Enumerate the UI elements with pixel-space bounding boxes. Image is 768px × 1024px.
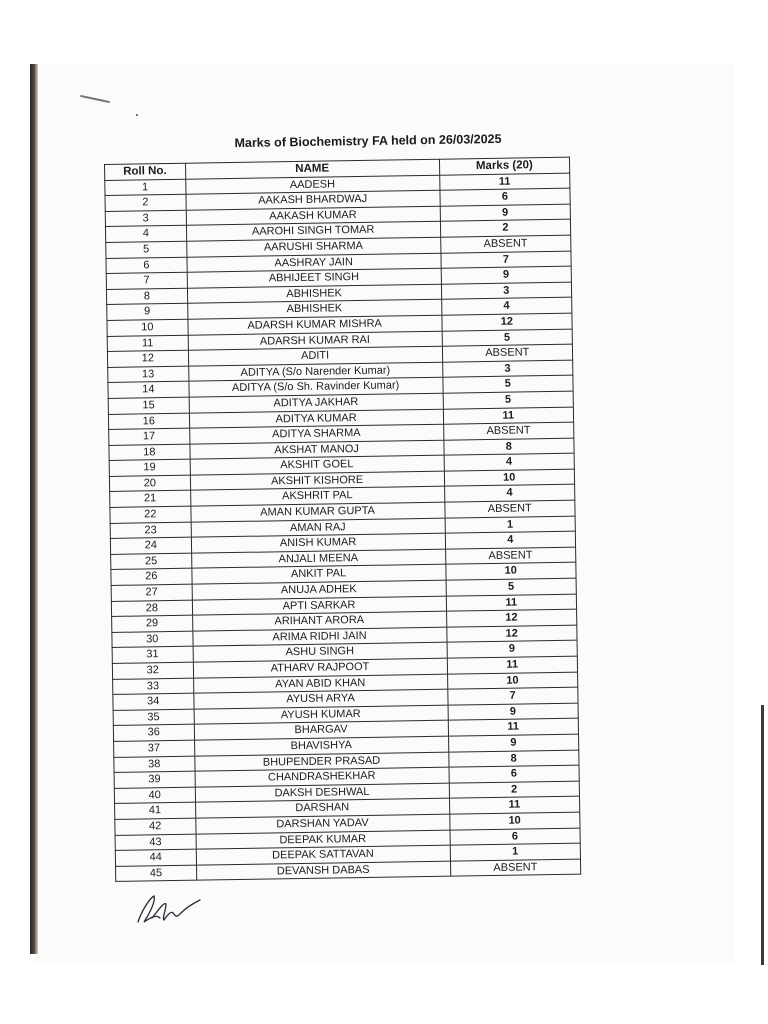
name-cell: AAROHI SINGH TOMAR [186, 222, 440, 242]
roll-no-cell: 38 [114, 756, 195, 773]
name-cell: ADITYA JAKHAR [189, 393, 443, 413]
roll-no-cell: 9 [107, 304, 188, 321]
marks-cell: 11 [448, 718, 579, 736]
name-cell: ANJALI MEENA [191, 549, 445, 569]
roll-no-cell: 6 [106, 257, 187, 274]
marks-cell: 8 [443, 438, 574, 456]
roll-no-cell: 33 [113, 678, 194, 695]
marks-cell: 9 [440, 204, 571, 222]
roll-no-cell: 2 [105, 194, 186, 211]
roll-no-cell: 31 [112, 647, 193, 664]
roll-no-cell: 5 [106, 241, 187, 258]
name-cell: DEEPAK SATTAVAN [196, 845, 450, 865]
marks-cell: 4 [441, 298, 572, 316]
name-cell: AASHRAY JAIN [187, 253, 441, 273]
dust-speck [136, 114, 138, 116]
name-cell: ARIHANT ARORA [192, 611, 446, 631]
marks-cell: 5 [442, 375, 573, 393]
marks-cell: 6 [440, 188, 571, 206]
header-marks: Marks (20) [439, 157, 570, 175]
name-cell: ANUJA ADHEK [192, 580, 446, 600]
roll-no-cell: 16 [108, 413, 189, 430]
marks-cell: 5 [446, 578, 577, 596]
marks-cell: 10 [447, 672, 578, 690]
marks-cell: 11 [443, 407, 574, 425]
marks-cell: ABSENT [444, 500, 575, 518]
marks-cell: 11 [439, 173, 570, 191]
marks-cell: ABSENT [450, 859, 581, 877]
name-cell: ADARSH KUMAR MISHRA [188, 315, 442, 335]
name-cell: AYAN ABID KHAN [193, 674, 447, 694]
roll-no-cell: 13 [108, 366, 189, 383]
roll-no-cell: 15 [108, 397, 189, 414]
name-cell: ABHISHEK [187, 300, 441, 320]
roll-no-cell: 4 [105, 226, 186, 243]
roll-no-cell: 1 [105, 179, 186, 196]
roll-no-cell: 27 [111, 584, 192, 601]
roll-no-cell: 30 [112, 631, 193, 648]
marks-cell: 6 [450, 828, 581, 846]
roll-no-cell: 25 [111, 553, 192, 570]
paper-right-edge-shadow [761, 705, 764, 965]
marks-cell: 12 [446, 609, 577, 627]
roll-no-cell: 37 [114, 740, 195, 757]
roll-no-cell: 14 [108, 382, 189, 399]
marks-cell: 9 [441, 266, 572, 284]
marks-cell: 10 [449, 812, 580, 830]
marks-cell: 10 [445, 563, 576, 581]
name-cell: AKSHIT GOEL [190, 455, 444, 475]
marks-cell: 4 [444, 485, 575, 503]
roll-no-cell: 3 [105, 210, 186, 227]
header-roll-no: Roll No. [105, 163, 186, 180]
marks-cell: 10 [444, 469, 575, 487]
header-name: NAME [185, 159, 439, 179]
marks-cell: 9 [448, 703, 579, 721]
roll-no-cell: 32 [112, 662, 193, 679]
name-cell: AKSHRIT PAL [190, 487, 444, 507]
roll-no-cell: 20 [109, 475, 190, 492]
name-cell: AYUSH KUMAR [194, 705, 448, 725]
name-cell: BHUPENDER PRASAD [194, 752, 448, 772]
document-title: Marks of Biochemistry FA held on 26/03/2025 [234, 131, 502, 151]
roll-no-cell: 26 [111, 569, 192, 586]
roll-no-cell: 39 [114, 771, 195, 788]
paper-left-edge-shadow [30, 64, 38, 954]
name-cell: AMAN RAJ [191, 518, 445, 538]
name-cell: BHARGAV [194, 721, 448, 741]
name-cell: APTI SARKAR [192, 596, 446, 616]
roll-no-cell: 35 [113, 709, 194, 726]
marks-cell: 7 [447, 687, 578, 705]
roll-no-cell: 43 [115, 834, 196, 851]
roll-no-cell: 7 [106, 272, 187, 289]
roll-no-cell: 40 [114, 787, 195, 804]
name-cell: ADITI [188, 346, 442, 366]
marks-cell: 8 [448, 750, 579, 768]
marks-cell: 9 [448, 734, 579, 752]
name-cell: DARSHAN [195, 799, 449, 819]
marks-cell: 11 [446, 594, 577, 612]
name-cell: BHAVISHYA [194, 736, 448, 756]
marks-table [104, 157, 581, 883]
name-cell: ADITYA KUMAR [189, 409, 443, 429]
name-cell: AARUSHI SHARMA [186, 237, 440, 257]
marks-cell: 12 [446, 625, 577, 643]
marks-cell: 1 [445, 516, 576, 534]
name-cell: CHANDRASHEKHAR [195, 767, 449, 787]
marks-cell: 7 [441, 251, 572, 269]
name-cell: AKSHAT MANOJ [190, 440, 444, 460]
marks-cell: 3 [441, 282, 572, 300]
table-body [105, 173, 581, 882]
roll-no-cell: 18 [109, 444, 190, 461]
name-cell: DEEPAK KUMAR [196, 830, 450, 850]
roll-no-cell: 29 [112, 615, 193, 632]
roll-no-cell: 45 [116, 865, 197, 882]
name-cell: ADITYA SHARMA [189, 424, 443, 444]
roll-no-cell: 42 [115, 818, 196, 835]
marks-cell: 4 [445, 531, 576, 549]
name-cell: ABHISHEK [187, 284, 441, 304]
marks-cell: 5 [442, 329, 573, 347]
marks-cell: ABSENT [442, 344, 573, 362]
name-cell: DARSHAN YADAV [195, 814, 449, 834]
name-cell: ADARSH KUMAR RAI [188, 331, 442, 351]
name-cell: ADITYA (S/o Narender Kumar) [188, 362, 442, 382]
name-cell: AKSHIT KISHORE [190, 471, 444, 491]
name-cell: ARIMA RIDHI JAIN [192, 627, 446, 647]
roll-no-cell: 19 [109, 459, 190, 476]
name-cell: ANISH KUMAR [191, 533, 445, 553]
roll-no-cell: 34 [113, 693, 194, 710]
name-cell: AMAN KUMAR GUPTA [190, 502, 444, 522]
name-cell: ADITYA (S/o Sh. Ravinder Kumar) [189, 378, 443, 398]
roll-no-cell: 17 [109, 428, 190, 445]
roll-no-cell: 23 [110, 522, 191, 539]
roll-no-cell: 12 [107, 350, 188, 367]
roll-no-cell: 21 [110, 491, 191, 508]
name-cell: AYUSH ARYA [193, 689, 447, 709]
roll-no-cell: 28 [111, 600, 192, 617]
marks-cell: 11 [447, 656, 578, 674]
name-cell: AAKASH KUMAR [186, 206, 440, 226]
name-cell: DAKSH DESHWAL [195, 783, 449, 803]
marks-cell: 2 [449, 781, 580, 799]
name-cell: AADESH [185, 175, 439, 195]
marks-cell: ABSENT [443, 422, 574, 440]
marks-cell: 11 [449, 796, 580, 814]
roll-no-cell: 41 [115, 802, 196, 819]
marks-cell: ABSENT [445, 547, 576, 565]
name-cell: DEVANSH DABAS [196, 861, 450, 881]
marks-cell: 3 [442, 360, 573, 378]
roll-no-cell: 24 [110, 537, 191, 554]
name-cell: ATHARV RAJPOOT [193, 658, 447, 678]
marks-cell: 9 [447, 641, 578, 659]
name-cell: ASHU SINGH [193, 643, 447, 663]
marks-cell: 1 [450, 843, 581, 861]
marks-cell: ABSENT [440, 235, 571, 253]
marks-cell: 12 [441, 313, 572, 331]
name-cell: AAKASH BHARDWAJ [186, 190, 440, 210]
roll-no-cell: 22 [110, 506, 191, 523]
marks-cell: 2 [440, 220, 571, 238]
roll-no-cell: 36 [113, 725, 194, 742]
name-cell: ANKIT PAL [191, 565, 445, 585]
marks-cell: 4 [444, 453, 575, 471]
roll-no-cell: 10 [107, 319, 188, 336]
name-cell: ABHIJEET SINGH [187, 268, 441, 288]
roll-no-cell: 11 [107, 335, 188, 352]
roll-no-cell: 44 [115, 849, 196, 866]
roll-no-cell: 8 [106, 288, 187, 305]
marks-cell: 5 [443, 391, 574, 409]
handwritten-signature [130, 888, 210, 928]
marks-cell: 6 [449, 765, 580, 783]
